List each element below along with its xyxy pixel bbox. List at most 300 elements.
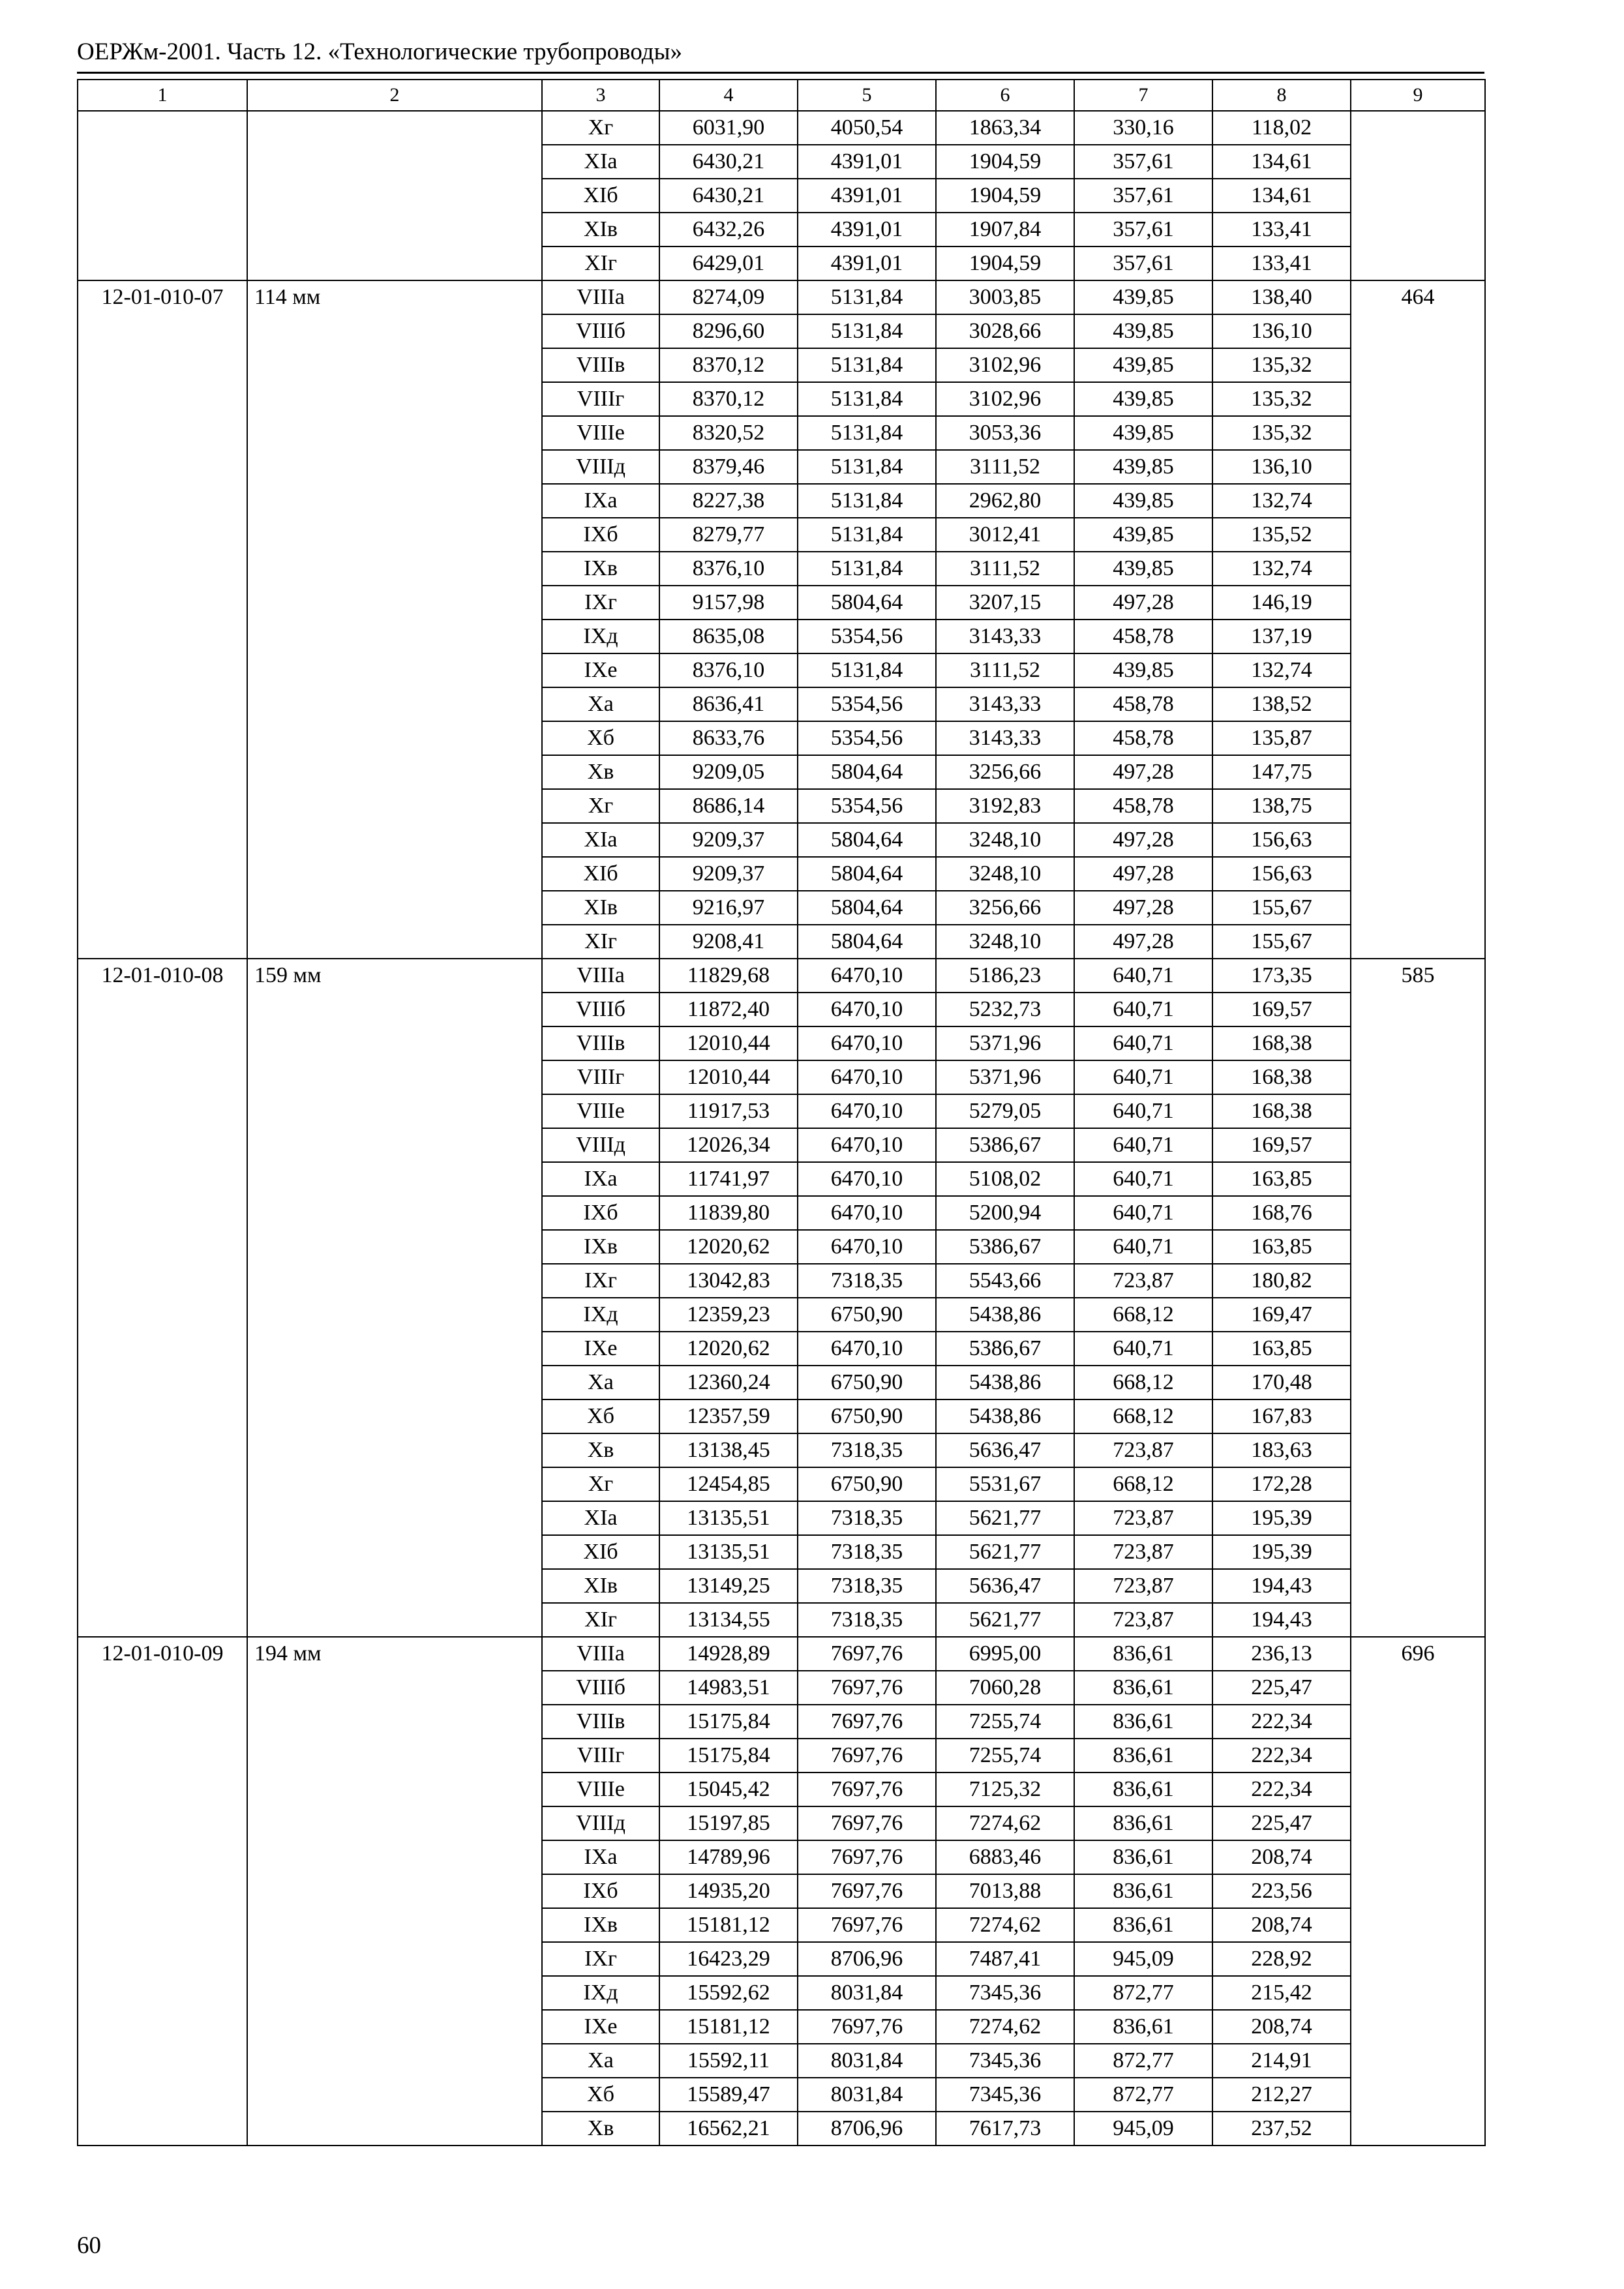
value-cell: 169,47	[1212, 1298, 1351, 1332]
pipe-diameter-cell: 194 мм	[247, 1637, 542, 2146]
value-cell: 5804,64	[798, 925, 936, 959]
category-cell: IXб	[542, 1196, 659, 1230]
value-cell: 497,28	[1074, 823, 1212, 857]
value-cell: 5386,67	[936, 1128, 1074, 1162]
column-9-cell	[1351, 111, 1485, 280]
value-cell: 12026,34	[659, 1128, 798, 1162]
value-cell: 640,71	[1074, 1026, 1212, 1060]
value-cell: 132,74	[1212, 653, 1351, 687]
value-cell: 146,19	[1212, 586, 1351, 620]
value-cell: 6750,90	[798, 1366, 936, 1399]
category-cell: Xа	[542, 687, 659, 721]
value-cell: 5438,86	[936, 1298, 1074, 1332]
value-cell: 5354,56	[798, 721, 936, 755]
value-cell: 5371,96	[936, 1026, 1074, 1060]
value-cell: 237,52	[1212, 2112, 1351, 2146]
rate-code-cell	[78, 111, 247, 280]
value-cell: 12359,23	[659, 1298, 798, 1332]
category-cell: VIIIв	[542, 1026, 659, 1060]
table-row	[78, 280, 1485, 314]
category-cell: VIIIд	[542, 1128, 659, 1162]
value-cell: 13134,55	[659, 1603, 798, 1637]
value-cell: 13138,45	[659, 1433, 798, 1467]
value-cell: 836,61	[1074, 1840, 1212, 1874]
value-cell: 6470,10	[798, 1094, 936, 1128]
value-cell: 15197,85	[659, 1806, 798, 1840]
value-cell: 13135,51	[659, 1535, 798, 1569]
value-cell: 6470,10	[798, 959, 936, 993]
value-cell: 6429,01	[659, 247, 798, 280]
page-header-title: ОЕРЖм-2001. Часть 12. «Технологические трубопроводы»	[77, 38, 682, 65]
value-cell: 9216,97	[659, 891, 798, 925]
value-cell: 7617,73	[936, 2112, 1074, 2146]
value-cell: 5131,84	[798, 314, 936, 348]
category-cell: Xа	[542, 2044, 659, 2078]
value-cell: 5438,86	[936, 1366, 1074, 1399]
pipe-diameter-cell	[247, 111, 542, 280]
category-cell: XIб	[542, 857, 659, 891]
value-cell: 12020,62	[659, 1230, 798, 1264]
value-cell: 222,34	[1212, 1739, 1351, 1773]
value-cell: 136,10	[1212, 450, 1351, 484]
value-cell: 8227,38	[659, 484, 798, 518]
category-cell: Xб	[542, 1399, 659, 1433]
column-number: 7	[1074, 80, 1212, 111]
value-cell: 7274,62	[936, 2010, 1074, 2044]
category-cell: VIIIе	[542, 416, 659, 450]
value-cell: 458,78	[1074, 721, 1212, 755]
value-cell: 5131,84	[798, 518, 936, 552]
value-cell: 357,61	[1074, 179, 1212, 213]
value-cell: 7697,76	[798, 1773, 936, 1806]
value-cell: 11839,80	[659, 1196, 798, 1230]
category-cell: XIг	[542, 247, 659, 280]
value-cell: 3143,33	[936, 620, 1074, 653]
value-cell: 439,85	[1074, 416, 1212, 450]
header-divider	[77, 72, 1484, 74]
value-cell: 9209,37	[659, 823, 798, 857]
value-cell: 14935,20	[659, 1874, 798, 1908]
value-cell: 214,91	[1212, 2044, 1351, 2078]
value-cell: 4391,01	[798, 247, 936, 280]
value-cell: 6470,10	[798, 1060, 936, 1094]
value-cell: 5386,67	[936, 1332, 1074, 1366]
category-cell: VIIIе	[542, 1094, 659, 1128]
value-cell: 7255,74	[936, 1705, 1074, 1739]
value-cell: 723,87	[1074, 1603, 1212, 1637]
category-cell: XIб	[542, 179, 659, 213]
category-cell: IXд	[542, 1298, 659, 1332]
value-cell: 3256,66	[936, 891, 1074, 925]
value-cell: 5186,23	[936, 959, 1074, 993]
category-cell: VIIIа	[542, 280, 659, 314]
value-cell: 836,61	[1074, 1874, 1212, 1908]
value-cell: 13149,25	[659, 1569, 798, 1603]
category-cell: IXе	[542, 2010, 659, 2044]
value-cell: 134,61	[1212, 145, 1351, 179]
value-cell: 8376,10	[659, 552, 798, 586]
value-cell: 458,78	[1074, 620, 1212, 653]
value-cell: 7697,76	[798, 1637, 936, 1671]
value-cell: 223,56	[1212, 1874, 1351, 1908]
value-cell: 6883,46	[936, 1840, 1074, 1874]
value-cell: 6750,90	[798, 1467, 936, 1501]
value-cell: 723,87	[1074, 1264, 1212, 1298]
value-cell: 8706,96	[798, 2112, 936, 2146]
value-cell: 3248,10	[936, 823, 1074, 857]
value-cell: 872,77	[1074, 2044, 1212, 2078]
value-cell: 215,42	[1212, 1976, 1351, 2010]
value-cell: 7318,35	[798, 1535, 936, 1569]
value-cell: 5543,66	[936, 1264, 1074, 1298]
value-cell: 15181,12	[659, 1908, 798, 1942]
value-cell: 5108,02	[936, 1162, 1074, 1196]
table-row	[78, 959, 1485, 993]
value-cell: 7345,36	[936, 2044, 1074, 2078]
value-cell: 15045,42	[659, 1773, 798, 1806]
value-cell: 7697,76	[798, 1908, 936, 1942]
value-cell: 5804,64	[798, 823, 936, 857]
category-cell: Xв	[542, 2112, 659, 2146]
value-cell: 168,38	[1212, 1026, 1351, 1060]
category-cell: IXе	[542, 1332, 659, 1366]
value-cell: 5131,84	[798, 416, 936, 450]
value-cell: 6031,90	[659, 111, 798, 145]
value-cell: 945,09	[1074, 2112, 1212, 2146]
value-cell: 9209,37	[659, 857, 798, 891]
value-cell: 836,61	[1074, 1705, 1212, 1739]
value-cell: 6470,10	[798, 1162, 936, 1196]
value-cell: 668,12	[1074, 1399, 1212, 1433]
value-cell: 7697,76	[798, 1806, 936, 1840]
value-cell: 8031,84	[798, 1976, 936, 2010]
value-cell: 13135,51	[659, 1501, 798, 1535]
value-cell: 640,71	[1074, 1196, 1212, 1230]
value-cell: 439,85	[1074, 348, 1212, 382]
value-cell: 439,85	[1074, 382, 1212, 416]
value-cell: 723,87	[1074, 1535, 1212, 1569]
value-cell: 194,43	[1212, 1603, 1351, 1637]
value-cell: 7345,36	[936, 1976, 1074, 2010]
value-cell: 16423,29	[659, 1942, 798, 1976]
value-cell: 6750,90	[798, 1298, 936, 1332]
value-cell: 7697,76	[798, 1671, 936, 1705]
value-cell: 135,32	[1212, 382, 1351, 416]
value-cell: 836,61	[1074, 1739, 1212, 1773]
value-cell: 3248,10	[936, 857, 1074, 891]
value-cell: 11829,68	[659, 959, 798, 993]
category-cell: Xб	[542, 2078, 659, 2112]
value-cell: 3053,36	[936, 416, 1074, 450]
value-cell: 458,78	[1074, 789, 1212, 823]
value-cell: 3028,66	[936, 314, 1074, 348]
value-cell: 7125,32	[936, 1773, 1074, 1806]
value-cell: 5636,47	[936, 1433, 1074, 1467]
value-cell: 135,87	[1212, 721, 1351, 755]
value-cell: 640,71	[1074, 1230, 1212, 1264]
value-cell: 8635,08	[659, 620, 798, 653]
value-cell: 155,67	[1212, 891, 1351, 925]
value-cell: 212,27	[1212, 2078, 1351, 2112]
pipe-diameter-cell: 114 мм	[247, 280, 542, 959]
value-cell: 135,52	[1212, 518, 1351, 552]
value-cell: 3143,33	[936, 687, 1074, 721]
value-cell: 5279,05	[936, 1094, 1074, 1128]
value-cell: 9208,41	[659, 925, 798, 959]
value-cell: 1904,59	[936, 145, 1074, 179]
column-number: 5	[798, 80, 936, 111]
value-cell: 357,61	[1074, 247, 1212, 280]
value-cell: 4391,01	[798, 145, 936, 179]
category-cell: VIIIв	[542, 1705, 659, 1739]
value-cell: 723,87	[1074, 1569, 1212, 1603]
value-cell: 7255,74	[936, 1739, 1074, 1773]
value-cell: 6432,26	[659, 213, 798, 247]
value-cell: 5804,64	[798, 755, 936, 789]
value-cell: 439,85	[1074, 450, 1212, 484]
value-cell: 6470,10	[798, 1026, 936, 1060]
value-cell: 4050,54	[798, 111, 936, 145]
value-cell: 836,61	[1074, 1806, 1212, 1840]
value-cell: 12010,44	[659, 1060, 798, 1094]
category-cell: IXа	[542, 1840, 659, 1874]
value-cell: 6470,10	[798, 1196, 936, 1230]
value-cell: 3256,66	[936, 755, 1074, 789]
value-cell: 5636,47	[936, 1569, 1074, 1603]
category-cell: VIIIд	[542, 1806, 659, 1840]
value-cell: 5131,84	[798, 450, 936, 484]
value-cell: 222,34	[1212, 1705, 1351, 1739]
category-cell: VIIIа	[542, 1637, 659, 1671]
value-cell: 8636,41	[659, 687, 798, 721]
value-cell: 6470,10	[798, 1128, 936, 1162]
value-cell: 330,16	[1074, 111, 1212, 145]
column-number: 4	[659, 80, 798, 111]
value-cell: 640,71	[1074, 1060, 1212, 1094]
category-cell: XIв	[542, 213, 659, 247]
value-cell: 5804,64	[798, 891, 936, 925]
category-cell: Xв	[542, 1433, 659, 1467]
value-cell: 357,61	[1074, 213, 1212, 247]
value-cell: 7697,76	[798, 1739, 936, 1773]
value-cell: 6430,21	[659, 179, 798, 213]
value-cell: 6470,10	[798, 993, 936, 1026]
value-cell: 8706,96	[798, 1942, 936, 1976]
value-cell: 836,61	[1074, 2010, 1212, 2044]
value-cell: 497,28	[1074, 857, 1212, 891]
value-cell: 11741,97	[659, 1162, 798, 1196]
value-cell: 3111,52	[936, 552, 1074, 586]
category-cell: XIг	[542, 1603, 659, 1637]
value-cell: 5804,64	[798, 857, 936, 891]
category-cell: VIIIг	[542, 382, 659, 416]
value-cell: 836,61	[1074, 1908, 1212, 1942]
column-9-cell: 696	[1351, 1637, 1485, 2146]
category-cell: VIIIб	[542, 314, 659, 348]
value-cell: 7318,35	[798, 1603, 936, 1637]
category-cell: Xг	[542, 111, 659, 145]
value-cell: 3012,41	[936, 518, 1074, 552]
value-cell: 497,28	[1074, 891, 1212, 925]
value-cell: 3248,10	[936, 925, 1074, 959]
value-cell: 3111,52	[936, 653, 1074, 687]
value-cell: 8376,10	[659, 653, 798, 687]
value-cell: 5531,67	[936, 1467, 1074, 1501]
value-cell: 15175,84	[659, 1705, 798, 1739]
value-cell: 3207,15	[936, 586, 1074, 620]
value-cell: 5131,84	[798, 348, 936, 382]
value-cell: 2962,80	[936, 484, 1074, 518]
value-cell: 195,39	[1212, 1535, 1351, 1569]
category-cell: IXг	[542, 1264, 659, 1298]
value-cell: 7060,28	[936, 1671, 1074, 1705]
category-cell: Xа	[542, 1366, 659, 1399]
value-cell: 208,74	[1212, 2010, 1351, 2044]
value-cell: 195,39	[1212, 1501, 1351, 1535]
value-cell: 5804,64	[798, 586, 936, 620]
value-cell: 723,87	[1074, 1433, 1212, 1467]
value-cell: 668,12	[1074, 1467, 1212, 1501]
value-cell: 1907,84	[936, 213, 1074, 247]
value-cell: 169,57	[1212, 1128, 1351, 1162]
column-number: 1	[78, 80, 247, 111]
value-cell: 6430,21	[659, 145, 798, 179]
value-cell: 439,85	[1074, 314, 1212, 348]
value-cell: 147,75	[1212, 755, 1351, 789]
value-cell: 945,09	[1074, 1942, 1212, 1976]
value-cell: 357,61	[1074, 145, 1212, 179]
rates-table	[77, 79, 1486, 2146]
value-cell: 138,75	[1212, 789, 1351, 823]
value-cell: 173,35	[1212, 959, 1351, 993]
value-cell: 15589,47	[659, 2078, 798, 2112]
value-cell: 5131,84	[798, 653, 936, 687]
category-cell: IXг	[542, 1942, 659, 1976]
value-cell: 118,02	[1212, 111, 1351, 145]
value-cell: 7697,76	[798, 1874, 936, 1908]
category-cell: IXе	[542, 653, 659, 687]
value-cell: 137,19	[1212, 620, 1351, 653]
category-cell: IXа	[542, 1162, 659, 1196]
table-row	[78, 111, 1485, 145]
value-cell: 640,71	[1074, 1094, 1212, 1128]
value-cell: 872,77	[1074, 2078, 1212, 2112]
value-cell: 172,28	[1212, 1467, 1351, 1501]
value-cell: 236,13	[1212, 1637, 1351, 1671]
value-cell: 3102,96	[936, 382, 1074, 416]
rate-code-cell: 12-01-010-07	[78, 280, 247, 959]
column-number: 9	[1351, 80, 1485, 111]
value-cell: 135,32	[1212, 348, 1351, 382]
value-cell: 11917,53	[659, 1094, 798, 1128]
category-cell: VIIIа	[542, 959, 659, 993]
column-number: 3	[542, 80, 659, 111]
value-cell: 194,43	[1212, 1569, 1351, 1603]
category-cell: VIIIе	[542, 1773, 659, 1806]
value-cell: 8686,14	[659, 789, 798, 823]
value-cell: 16562,21	[659, 2112, 798, 2146]
column-number: 6	[936, 80, 1074, 111]
column-number: 8	[1212, 80, 1351, 111]
value-cell: 15181,12	[659, 2010, 798, 2044]
value-cell: 1904,59	[936, 179, 1074, 213]
value-cell: 167,83	[1212, 1399, 1351, 1433]
value-cell: 163,85	[1212, 1332, 1351, 1366]
value-cell: 168,38	[1212, 1094, 1351, 1128]
value-cell: 135,32	[1212, 416, 1351, 450]
value-cell: 7697,76	[798, 2010, 936, 2044]
category-cell: IXа	[542, 484, 659, 518]
value-cell: 497,28	[1074, 925, 1212, 959]
value-cell: 8296,60	[659, 314, 798, 348]
value-cell: 5131,84	[798, 280, 936, 314]
value-cell: 7345,36	[936, 2078, 1074, 2112]
value-cell: 170,48	[1212, 1366, 1351, 1399]
value-cell: 5438,86	[936, 1399, 1074, 1433]
category-cell: IXд	[542, 620, 659, 653]
value-cell: 5371,96	[936, 1060, 1074, 1094]
value-cell: 132,74	[1212, 484, 1351, 518]
value-cell: 836,61	[1074, 1671, 1212, 1705]
category-cell: XIв	[542, 1569, 659, 1603]
value-cell: 6995,00	[936, 1637, 1074, 1671]
value-cell: 7318,35	[798, 1264, 936, 1298]
value-cell: 497,28	[1074, 755, 1212, 789]
value-cell: 439,85	[1074, 280, 1212, 314]
value-cell: 132,74	[1212, 552, 1351, 586]
category-cell: IXв	[542, 1908, 659, 1942]
value-cell: 7318,35	[798, 1501, 936, 1535]
value-cell: 12357,59	[659, 1399, 798, 1433]
value-cell: 208,74	[1212, 1840, 1351, 1874]
category-cell: IXд	[542, 1976, 659, 2010]
value-cell: 168,38	[1212, 1060, 1351, 1094]
value-cell: 228,92	[1212, 1942, 1351, 1976]
rates-table-body	[78, 80, 1485, 2146]
category-cell: IXг	[542, 586, 659, 620]
value-cell: 5131,84	[798, 552, 936, 586]
value-cell: 7318,35	[798, 1569, 936, 1603]
value-cell: 640,71	[1074, 1162, 1212, 1196]
value-cell: 138,40	[1212, 280, 1351, 314]
value-cell: 6750,90	[798, 1399, 936, 1433]
category-cell: IXб	[542, 518, 659, 552]
value-cell: 15175,84	[659, 1739, 798, 1773]
value-cell: 5386,67	[936, 1230, 1074, 1264]
value-cell: 133,41	[1212, 213, 1351, 247]
value-cell: 6470,10	[798, 1332, 936, 1366]
value-cell: 11872,40	[659, 993, 798, 1026]
value-cell: 836,61	[1074, 1773, 1212, 1806]
value-cell: 723,87	[1074, 1501, 1212, 1535]
value-cell: 8274,09	[659, 280, 798, 314]
category-cell: IXб	[542, 1874, 659, 1908]
rate-code-cell: 12-01-010-08	[78, 959, 247, 1637]
value-cell: 7274,62	[936, 1908, 1074, 1942]
value-cell: 222,34	[1212, 1773, 1351, 1806]
column-9-cell: 464	[1351, 280, 1485, 959]
category-cell: Xв	[542, 755, 659, 789]
value-cell: 134,61	[1212, 179, 1351, 213]
category-cell: VIIIд	[542, 450, 659, 484]
category-cell: IXв	[542, 1230, 659, 1264]
category-cell: XIв	[542, 891, 659, 925]
value-cell: 439,85	[1074, 653, 1212, 687]
value-cell: 3003,85	[936, 280, 1074, 314]
value-cell: 7013,88	[936, 1874, 1074, 1908]
column-number-row	[78, 80, 1485, 111]
value-cell: 497,28	[1074, 586, 1212, 620]
